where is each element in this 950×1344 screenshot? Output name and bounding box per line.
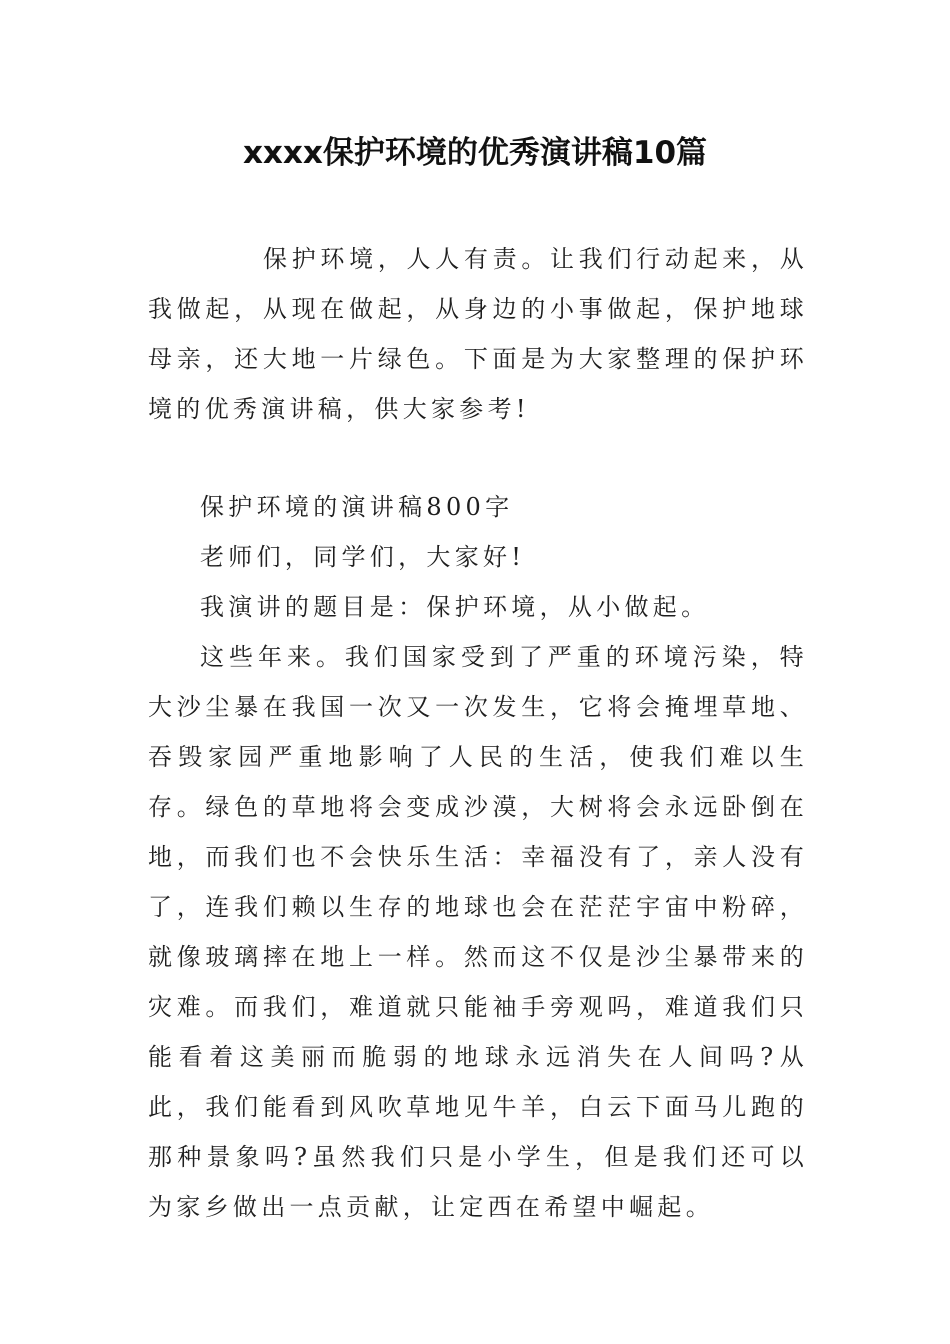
section-heading: 保护环境的演讲稿800字 <box>200 493 514 521</box>
document-title: xxxx保护环境的优秀演讲稿10篇 <box>242 135 708 171</box>
body-paragraph: 这些年来。我们国家受到了严重的环境污染，特大沙尘暴在我国一次又一次发生，它将会掩埋草地、吞毁家园严重地影响了人民的生活，使我们难以生存。绿色的草地将会变成沙漠，大树将会永远卧倒在地，而我们也不会快乐生活：幸福没有了，亲人没有了，连我们赖以生存的地球也会在茫茫宇宙中粉碎，就像玻璃摔在地上一样。然而这不仅是沙尘暴带来的灾难。而我们，难道就只能袖手旁观吗，难道我们只能看着这美丽而脆弱的地球永远消失在人间吗?从此，我们能看到风吹草地见牛羊，白云下面马儿跑的那种景象吗?虽然我们只是小学生，但是我们还可以为家乡做出一点贡献，让定西在希望中崛起。 <box>148 643 808 1221</box>
speech-section <box>148 482 808 1232</box>
intro-paragraph: 保护环境，人人有责。让我们行动起来，从我做起，从现在做起，从身边的小事做起，保护地球母亲，还大地一片绿色。下面是为大家整理的保护环境的优秀演讲稿，供大家参考! <box>148 245 808 423</box>
topic-line: 我演讲的题目是：保护环境，从小做起。 <box>200 593 710 621</box>
greeting-line: 老师们，同学们，大家好! <box>200 543 526 571</box>
